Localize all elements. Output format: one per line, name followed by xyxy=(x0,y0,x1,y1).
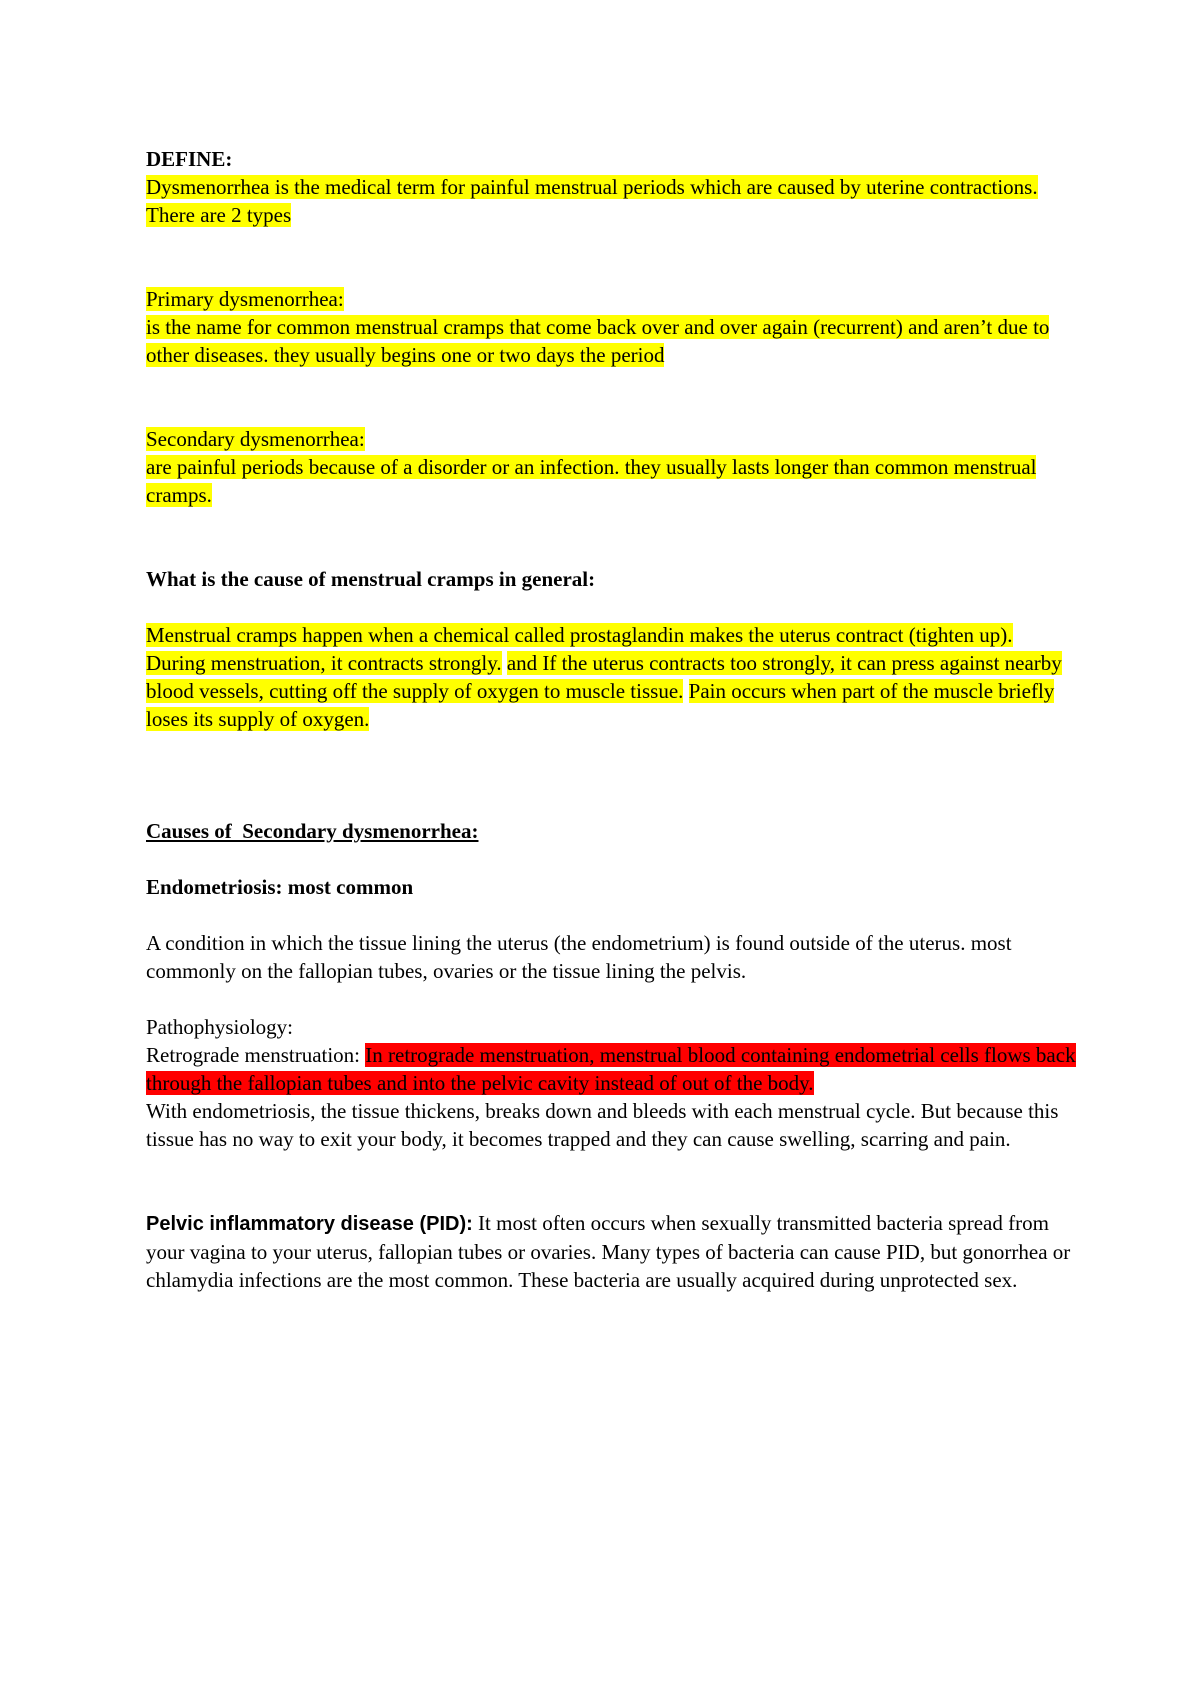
secondary-paragraph xyxy=(146,453,1076,509)
define-text: Dysmenorrhea is the medical term for painful menstrual periods which are caused by uterine contractions. There are 2 types xyxy=(146,175,1038,227)
pathophysiology-label: Pathophysiology: xyxy=(146,1015,294,1039)
cause-general-heading: What is the cause of menstrual cramps in general: xyxy=(146,567,596,591)
cause-general-text-3: Pain occurs when part of the muscle briefly loses its supply of oxygen. xyxy=(146,679,1055,731)
pid-label: Pelvic inflammatory disease (PID): xyxy=(146,1213,473,1235)
define-heading: DEFINE: xyxy=(146,147,233,171)
primary-paragraph xyxy=(146,313,1076,369)
cause-general-text-2: and If the uterus contracts too strongly, it can press against nearby blood vessels, cutting off the supply of oxygen to muscle tissue. xyxy=(146,651,1062,703)
retrograde-label: Retrograde menstruation: xyxy=(146,1043,361,1067)
causes-secondary-heading: Causes of Secondary dysmenorrhea: xyxy=(146,819,479,843)
primary-heading-line xyxy=(146,285,1076,313)
pid-paragraph xyxy=(146,1209,1076,1294)
secondary-heading-line xyxy=(146,425,1076,453)
retrograde-text: In retrograde menstruation, menstrual blood containing endometrial cells flows back through the fallopian tubes and into the pelvic cavity instead of out of the body. xyxy=(146,1043,1076,1095)
retrograde-paragraph xyxy=(146,1041,1076,1097)
pid-text: It most often occurs when sexually transmitted bacteria spread from your vagina to your uterus, fallopian tubes or ovaries. Many types of bacteria can cause PID, but gonorrhea or chlamydia infections are the most common. These bacteria are usually acquired during unprotected sex. xyxy=(146,1211,1071,1292)
endometriosis-description: A condition in which the tissue lining the uterus (the endometrium) is found outside of the uterus. most commonly on the fallopian tubes, ovaries or the tissue lining the pelvis. xyxy=(146,931,1012,983)
document-page xyxy=(146,145,1076,1294)
endometriosis-tissue-text: With endometriosis, the tissue thickens, breaks down and bleeds with each menstrual cycle. But because this tissue has no way to exit your body, it becomes trapped and they can cause swelling, scarring and pain. xyxy=(146,1099,1059,1151)
cause-general-paragraph xyxy=(146,621,1076,733)
define-paragraph xyxy=(146,173,1076,229)
endometriosis-heading: Endometriosis: most common xyxy=(146,875,414,899)
primary-text: is the name for common menstrual cramps that come back over and over again (recurrent) and aren’t due to other diseases. they usually begins one or two days the period xyxy=(146,315,1050,367)
secondary-text: are painful periods because of a disorder or an infection. they usually lasts longer than common menstrual cramps. xyxy=(146,455,1037,507)
cause-general-text-1: Menstrual cramps happen when a chemical called prostaglandin makes the uterus contract (tighten up). During menstruation, it contracts strongly. xyxy=(146,623,1013,675)
primary-heading: Primary dysmenorrhea: xyxy=(146,287,344,311)
secondary-heading: Secondary dysmenorrhea: xyxy=(146,427,365,451)
